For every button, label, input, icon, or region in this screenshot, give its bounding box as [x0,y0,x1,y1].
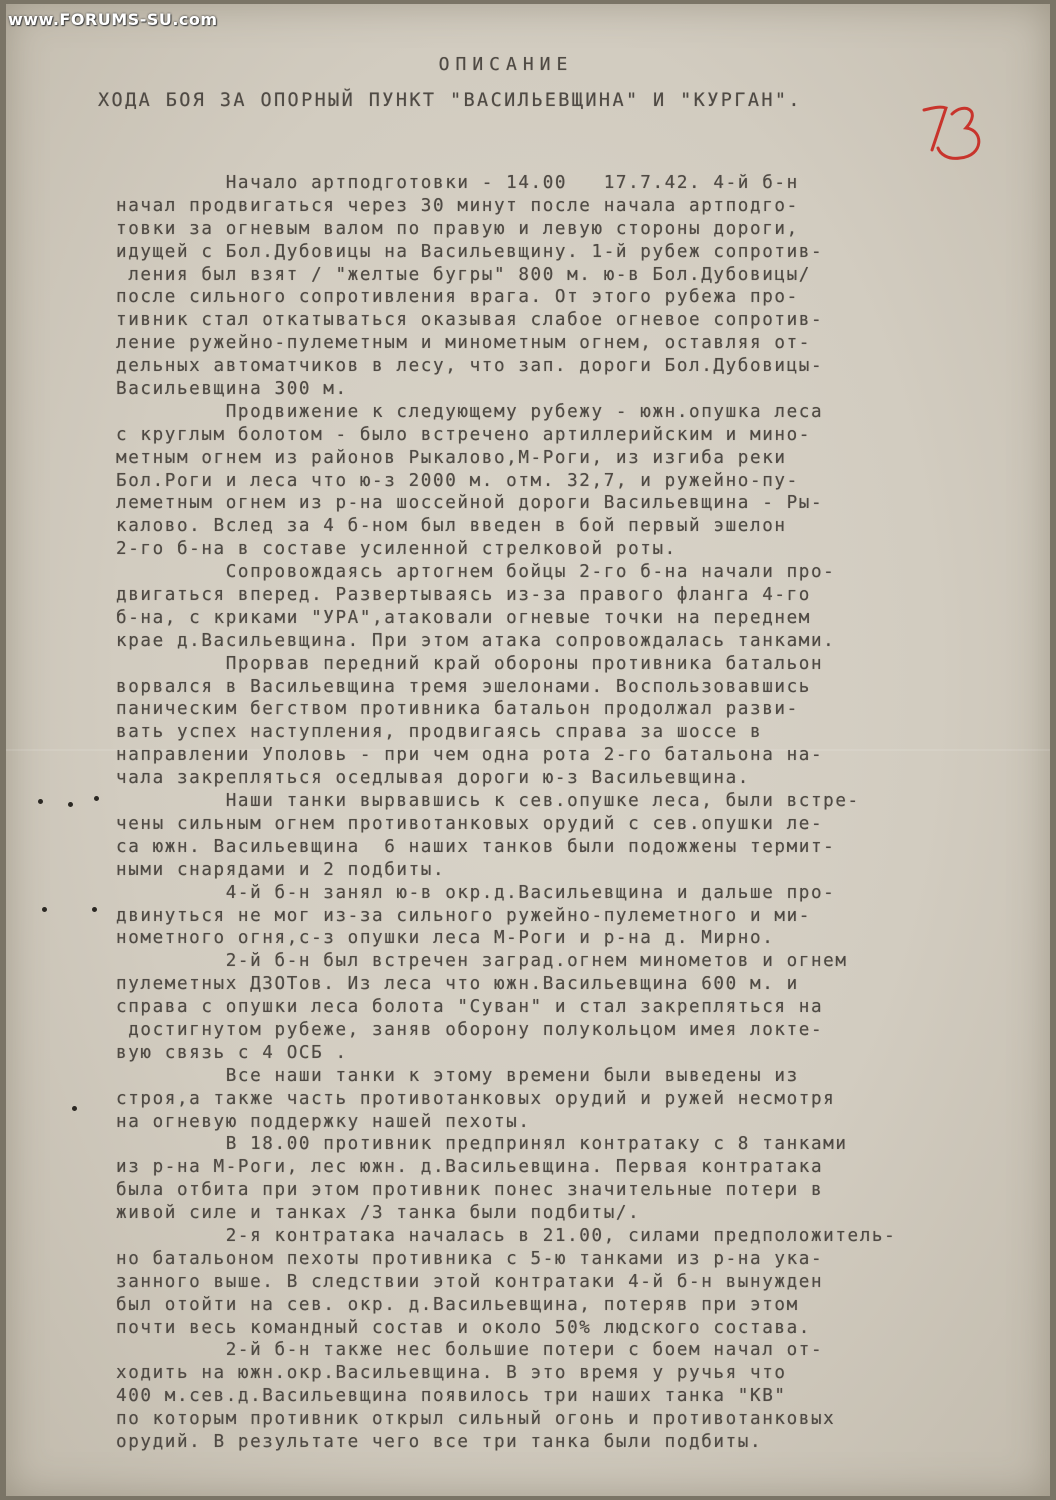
document-body [116,172,996,1454]
watermark: www.FORUMS-SU.com [8,10,218,29]
document-page [6,4,1050,1496]
document-line: паническим бегством противника батальон продолжал разви- [116,699,799,720]
document-line: двигаться вперед. Развертываясь из-за правого фланга 4-го [116,585,811,606]
document-line: направлении Уполовь - при чем одна рота 2-го батальона на- [116,745,824,766]
document-subtitle: ХОДА БОЯ ЗА ОПОРНЫЙ ПУНКТ "ВАСИЛЬЕВЩИНА" И "КУРГАН". [98,90,802,111]
handwritten-page-number [918,100,988,170]
document-line: орудий. В результате чего все три танка были подбиты. [116,1431,763,1452]
document-line: почти весь командный состав и около 50% людского состава. [116,1317,811,1338]
document-line: занного выше. В следствии этой контратаки 4-й б-н вынужден [116,1271,824,1292]
document-line: ными снарядами и 2 подбиты. [116,859,446,880]
document-line: Прорвав передний край обороны противника батальон [116,653,824,674]
document-line: В 18.00 противник предпринял контратаку с 8 танками [116,1134,848,1155]
document-line: из р-на М-Роги, лес южн. д.Васильевщина. Первая контратака [116,1157,824,1178]
document-line: 400 м.сев.д.Васильевщина появилось три наших танка "КВ" [116,1386,787,1407]
document-line: 4-й б-н занял ю-в окр.д.Васильевщина и дальше про- [116,882,836,903]
document-line: 2-й б-н также нес большие потери с боем начал от- [116,1340,824,1361]
document-line: 2-го б-на в составе усиленной стрелковой роты. [116,539,677,560]
document-line: Васильевщина 300 м. [116,379,348,400]
document-line: справа с опушки леса болота "Суван" и стал закрепляться на [116,997,824,1018]
document-line: са южн. Васильевщина 6 наших танков были подожжены термит- [116,836,836,857]
document-line: тивник стал откатываться оказывая слабое огневое сопротив- [116,310,824,331]
document-line: нометного огня,с-з опушки леса М-Роги и р-на д. Мирно. [116,928,775,949]
document-line: Все наши танки к этому времени были выведены из [116,1065,799,1086]
document-line: ления был взят / "желтые бугры" 800 м. ю-в Бол.Дубовицы/ [116,264,811,285]
document-line: калово. Вслед за 4 б-ном был введен в бой первый эшелон [116,516,787,537]
document-line: Сопровождаясь артогнем бойцы 2-го б-на начали про- [116,562,836,583]
document-line: но батальоном пехоты противника с 5-ю танками из р-на ука- [116,1248,824,1269]
document-line: Начало артподготовки - 14.00 17.7.42. 4-й б-н [116,173,799,193]
document-line: вать успех наступления, продвигаясь справа за шоссе в [116,722,763,743]
document-line: чала закрепляться оседлывая дороги ю-з Васильевщина. [116,768,751,789]
document-line: двинуться не мог из-за сильного ружейно-пулеметного и ми- [116,905,811,926]
document-title: ОПИСАНИЕ [438,54,574,75]
document-line: с круглым болотом - было встречено артиллерийским и мино- [116,424,811,445]
document-line: чены сильным огнем противотанковых орудий с сев.опушки ле- [116,813,824,834]
document-line: строя,а также часть противотанковых орудий и ружей несмотря [116,1088,836,1109]
document-line: вую связь с 4 ОСБ . [116,1042,348,1063]
document-line: достигнутом рубеже, заняв оборону полукольцом имея локте- [116,1019,824,1040]
punch-hole [94,796,99,801]
document-line: по которым противник открыл сильный огонь и противотанковых [116,1409,836,1430]
document-line: 2-й б-н был встречен заград.огнем минометов и огнем [116,951,848,972]
document-line: Бол.Роги и леса что ю-з 2000 м. отм. 32,7, и ружейно-пу- [116,470,799,491]
document-line: идущей с Бол.Дубовицы на Васильевщину. 1-й рубеж сопротив- [116,241,824,262]
document-line: ление ружейно-пулеметным и минометным огнем, оставляя от- [116,333,811,354]
document-line: пулеметных ДЗОТов. Из леса что южн.Васильевщина 600 м. и [116,974,799,995]
document-line: Продвижение к следующему рубежу - южн.опушка леса [116,401,824,422]
document-line: был отойти на сев. окр. д.Васильевщина, потеряв при этом [116,1294,799,1315]
document-line: была отбита при этом противник понес значительные потери в [116,1180,824,1201]
document-line: на огневую поддержку нашей пехоты. [116,1111,531,1132]
document-line: метным огнем из районов Рыкалово,М-Роги, из изгиба реки [116,447,787,468]
document-line: дельных автоматчиков в лесу, что зап. дороги Бол.Дубовицы- [116,356,824,377]
document-line: ворвался в Васильевщина тремя эшелонами. Воспользовавшись [116,676,811,697]
punch-hole [72,1106,77,1111]
document-line: после сильного сопротивления врага. От этого рубежа про- [116,287,799,308]
punch-hole [42,907,47,912]
document-line: товки за огневым валом по правую и левую стороны дороги, [116,218,799,239]
document-line: Наши танки вырвавшись к сев.опушке леса, были встре- [116,791,860,812]
punch-hole [38,799,43,804]
document-line: леметным огнем из р-на шоссейной дороги Васильевщина - Ры- [116,493,824,514]
document-line: 2-я контратака началась в 21.00, силами предположитель- [116,1225,897,1246]
document-line: ходить на южн.окр.Васильевщина. В это время у ручья что [116,1363,787,1384]
punch-hole [68,802,73,807]
document-line: живой силе и танках /3 танка были подбиты/. [116,1203,641,1224]
document-line: б-на, с криками "УРА",атаковали огневые точки на переднем [116,607,811,628]
document-line: крае д.Васильевщина. При этом атака сопровождалась танками. [116,630,836,651]
document-line: начал продвигаться через 30 минут после начала артподго- [116,195,799,216]
punch-hole [92,907,97,912]
